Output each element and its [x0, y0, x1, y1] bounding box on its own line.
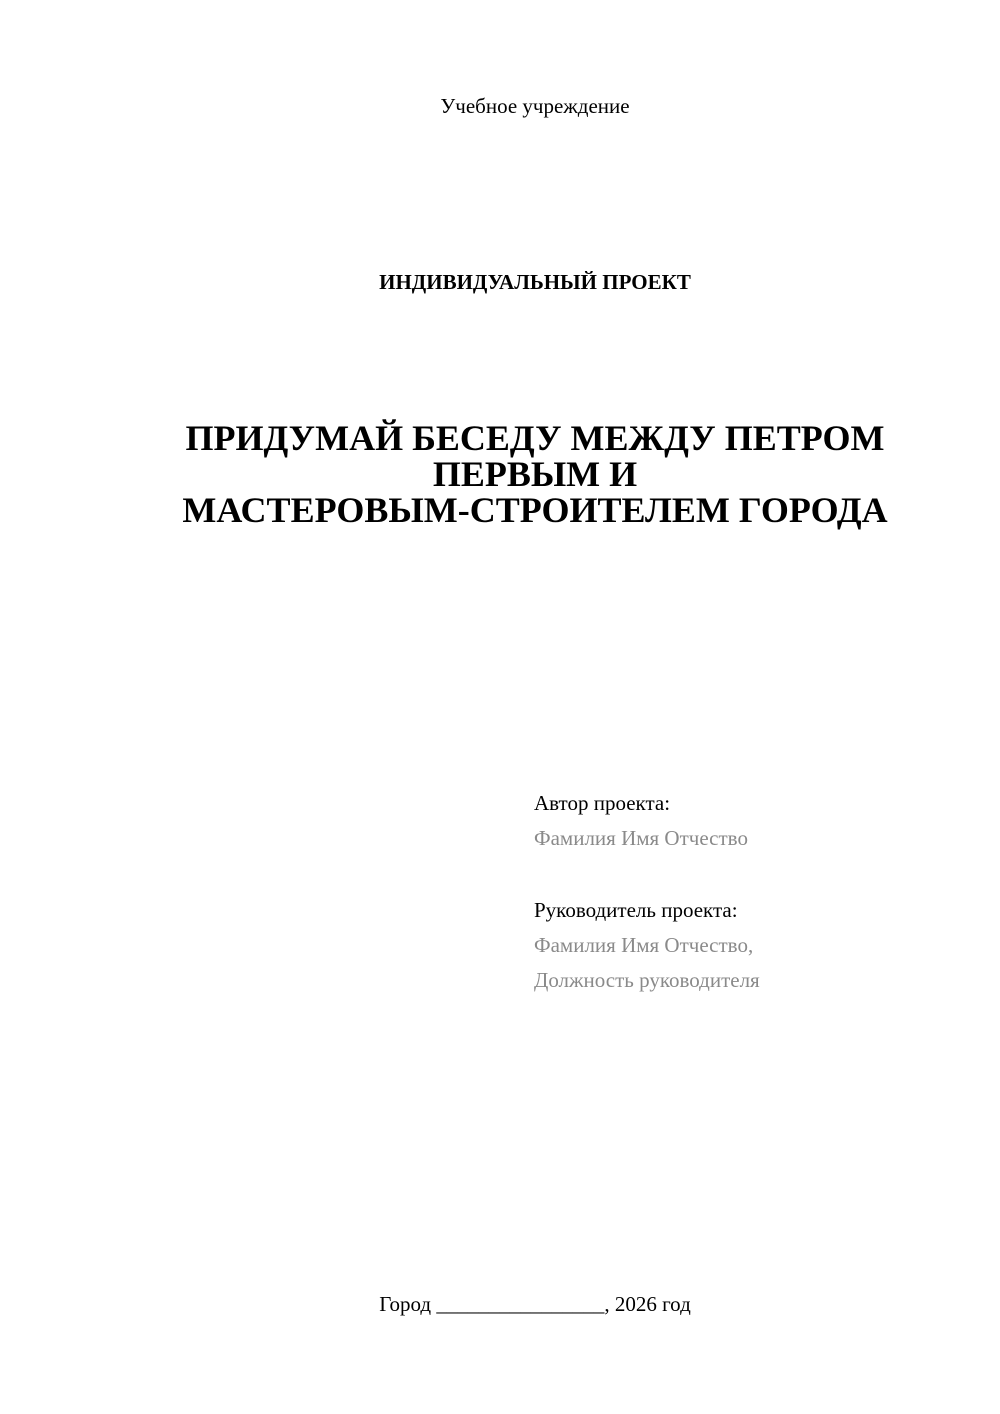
project-title-line-1: ПРИДУМАЙ БЕСЕДУ МЕЖДУ ПЕТРОМ: [185, 418, 885, 458]
document-type: ИНДИВИДУАЛЬНЫЙ ПРОЕКТ: [379, 270, 691, 294]
project-title-line-2: ПЕРВЫМ И: [432, 454, 638, 494]
project-title: [150, 420, 920, 528]
author-block: [534, 786, 974, 856]
supervisor-block: [534, 893, 974, 998]
supervisor-position: Должность руководителя: [534, 968, 760, 992]
institution-name: Учебное учреждение: [440, 94, 630, 118]
supervisor-label: Руководитель проекта:: [534, 898, 738, 922]
supervisor-name: Фамилия Имя Отчество,: [534, 933, 754, 957]
project-title-line-3: МАСТЕРОВЫМ-СТРОИТЕЛЕМ ГОРОДА: [182, 490, 888, 530]
author-label: Автор проекта:: [534, 791, 671, 815]
author-name: Фамилия Имя Отчество: [534, 826, 748, 850]
city-year-footer: Город ________________, 2026 год: [379, 1292, 691, 1316]
